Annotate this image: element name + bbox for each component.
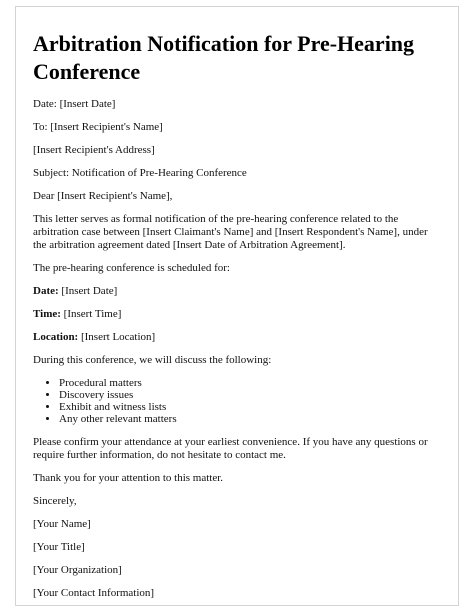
agenda-list [33, 377, 443, 425]
scheduled-line: The pre-hearing conference is scheduled for: [33, 262, 230, 274]
agenda-item: • Discovery issues [59, 389, 443, 401]
confirm-paragraph: Please confirm your attendance at your earliest convenience. If you have any questions or require further information, do not hesitate to contact me. [33, 436, 428, 461]
agenda-item: • Procedural matters [59, 377, 443, 389]
closing: Sincerely, [33, 495, 77, 507]
agenda-item: • Exhibit and witness lists [59, 401, 443, 413]
letter-body [33, 30, 443, 610]
signature-contact: [Your Contact Information] [33, 587, 155, 599]
signature-name: [Your Name] [33, 518, 91, 530]
conference-date-label: Date: [33, 285, 59, 297]
subject-line: Subject: Notification of Pre-Hearing Conference [33, 167, 247, 179]
conference-time [33, 308, 443, 321]
agenda-item: • Any other relevant matters [59, 413, 443, 425]
conference-time-value: [Insert Time] [60, 308, 122, 320]
conference-location-value: [Insert Location] [78, 331, 156, 343]
date-line: Date: [Insert Date] [33, 98, 116, 110]
conference-date-value: [Insert Date] [58, 285, 118, 297]
thanks-line: Thank you for your attention to this matter. [33, 472, 224, 484]
recipient-line: To: [Insert Recipient's Name] [33, 121, 163, 133]
salutation: Dear [Insert Recipient's Name], [33, 190, 173, 202]
conference-date [33, 285, 443, 298]
conference-location-label: Location: [33, 331, 79, 343]
conference-time-label: Time: [33, 308, 61, 320]
recipient-address: [Insert Recipient's Address] [33, 144, 155, 156]
signature-organization: [Your Organization] [33, 564, 122, 576]
signature-title: [Your Title] [33, 541, 85, 553]
letter-title: Arbitration Notification for Pre-Hearing Conference [33, 31, 415, 84]
intro-paragraph: This letter serves as formal notification of the pre-hearing conference related to the arbitration case between [Insert Claimant's Name] and [Insert Respondent's Name], under the arbitration agreement dated [Insert Date of Arbitration Agreement]. [33, 213, 428, 251]
conference-location [33, 331, 443, 344]
discussion-intro: During this conference, we will discuss the following: [33, 354, 272, 366]
